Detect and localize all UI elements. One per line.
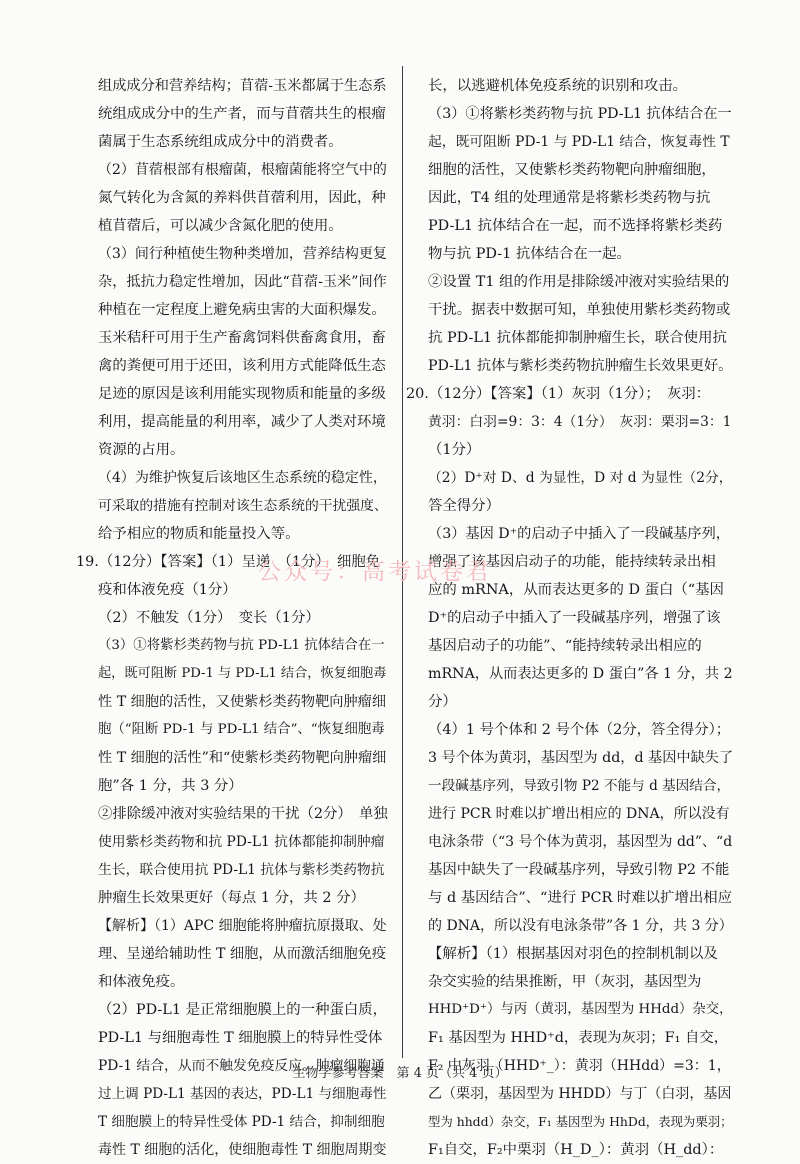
text-line: 杂，抵抗力稳定性增加，因此“苜蓿-玉米”间作 <box>98 274 387 290</box>
text-line: 【解析】（1）根据基因对羽色的控制机制以及 <box>428 946 718 962</box>
text-line: 资源的占用。 <box>98 442 185 458</box>
text-line: 性 T 细胞的活性，又使紫杉类药物靶向肿瘤细 <box>98 694 387 710</box>
text-line: 型为 hhdd）杂交，F₁ 基因型为 HhDd，表现为栗羽； <box>428 1114 733 1129</box>
text-line: 3 号个体为黄羽，基因型为 dd，d 基因中缺失了 <box>428 750 734 766</box>
text-line: F₁ 基因型为 HHD⁺d，表现为灰羽；F₁ 自交， <box>428 1030 729 1046</box>
watermark-text: 公众号：高考试卷君 <box>258 559 492 585</box>
text-line: ②排除缓冲液对实验结果的干扰（2分） 单独 <box>98 806 388 822</box>
text-line: 与 d 基因结合”、“进行 PCR 时难以扩增出相应 <box>428 890 733 906</box>
text-line: （2）苜蓿根部有根瘤菌，根瘤菌能将空气中的 <box>98 162 387 178</box>
text-line: 起，既可阻断 PD-1 与 PD-L1 结合，恢复毒性 T <box>428 134 730 150</box>
text-line: 和体液免疫。 <box>98 974 185 990</box>
text-line: 给予相应的物质和能量投入等。 <box>98 526 300 542</box>
text-line: 细胞的活性，又使紫杉类药物靶向肿瘤细胞， <box>428 162 716 178</box>
text-line: 进行 PCR 时难以扩增出相应的 DNA，所以没有 <box>428 806 730 822</box>
text-line: PD-L1 抗体与紫杉类药物抗肿瘤生长效果更好。 <box>428 358 733 374</box>
text-line: PD-1 结合，从而不触发免疫反应。肿瘤细胞通 <box>98 1058 385 1074</box>
text-line: 19.（12分）【答案】（1）呈递 （1分） 细胞免 <box>76 554 381 570</box>
text-line: （1分） <box>428 442 481 458</box>
text-line: 电泳条带（“3 号个体为黄羽，基因型为 dd”、“d <box>428 834 733 850</box>
text-line: 过上调 PD-L1 基因的表达，PD-L1 与细胞毒性 <box>98 1086 387 1102</box>
text-line: 分） <box>428 694 457 710</box>
text-line: 使用紫杉类药物和抗 PD-L1 抗体都能抑制肿瘤 <box>98 834 385 850</box>
page-footer: 生物学参考答案 第 4 页（共 4 页） <box>292 1066 508 1081</box>
text-line: （4）为维护恢复后该地区生态系统的稳定性， <box>98 470 387 486</box>
text-line: 生长，联合使用抗 PD-L1 抗体与紫杉类药物抗 <box>98 862 385 878</box>
text-line: 杂交实验的结果推断，甲（灰羽，基因型为 <box>428 974 702 990</box>
text-line: 可采取的措施有控制对该生态系统的干扰强度、 <box>98 498 388 514</box>
text-line: （4）1 号个体和 2 号个体（2分，答全得分）； <box>428 722 731 738</box>
text-line: 因此，T4 组的处理通常是将紫杉类药物与抗 <box>428 190 711 206</box>
text-line: 一段碱基序列，导致引物 P2 不能与 d 基因结合， <box>428 778 731 794</box>
text-line: 植苜蓿后，可以减少含氮化肥的使用。 <box>98 218 343 234</box>
text-line: F₁自交，F₂中栗羽（H_D_）：黄羽（H_dd）： <box>428 1142 724 1158</box>
text-line: 基因启动子的功能”、“能持续转录出相应的 <box>428 638 702 654</box>
text-line: 组成成分和营养结构；苜蓿-玉米都属于生态系 <box>98 78 387 94</box>
text-line: T 细胞膜上的特异性受体 PD-1 结合，抑制细胞 <box>98 1114 385 1130</box>
text-line: 抗 PD-L1 抗体都能抑制肿瘤生长，联合使用抗 <box>428 330 727 346</box>
text-line: 理、呈递给辅助性 T 细胞，从而激活细胞免疫 <box>98 946 387 962</box>
text-line: 毒性 T 细胞的活化，使细胞毒性 T 细胞周期变 <box>98 1142 387 1158</box>
text-line: 起，既可阻断 PD-1 与 PD-L1 结合，恢复细胞毒 <box>98 666 387 681</box>
text-line: 【解析】（1）APC 细胞能将肿瘤抗原摄取、处 <box>98 918 387 934</box>
text-line: 答全得分） <box>428 498 500 514</box>
text-line: HHD⁺D⁺）与丙（黄羽，基因型为 HHdd）杂交， <box>428 1002 733 1017</box>
left-column <box>76 72 388 1164</box>
text-line: 长，以逃避机体免疫系统的识别和攻击。 <box>428 78 688 94</box>
text-line: 胞（“阻断 PD-1 与 PD-L1 结合”、“恢复细胞毒 <box>98 722 385 737</box>
text-line: 增强了该基因启动子的功能，能持续转录出相 <box>428 554 716 570</box>
text-line: PD-L1 抗体结合在一起，而不选择将紫杉类药 <box>428 218 723 234</box>
text-line: 物与抗 PD-1 抗体结合在一起。 <box>428 246 631 262</box>
text-line: （2）不触发（1分） 变长（1分） <box>98 610 320 626</box>
text-line: 20.（12分）【答案】（1）灰羽（1分）； 灰羽： <box>406 386 711 402</box>
text-line: 玉米秸秆可用于生产畜禽饲料供畜禽食用，畜 <box>98 330 386 346</box>
text-line: 肿瘤生长效果更好（每点 1 分，共 2 分） <box>98 890 365 906</box>
text-line: （2）PD-L1 是正常细胞膜上的一种蛋白质， <box>98 1002 388 1018</box>
text-line: ②设置 T1 组的作用是排除缓冲液对实验结果的 <box>428 274 730 290</box>
text-line: 疫和体液免疫（1分） <box>98 582 237 598</box>
text-line: 菌属于生态系统组成成分中的消费者。 <box>98 134 343 150</box>
text-line: 统组成成分中的生产者，而与苜蓿共生的根瘤 <box>98 106 386 122</box>
text-line: 胞”各 1 分，共 3 分） <box>98 778 243 794</box>
text-line: 种植在一定程度上避免病虫害的大面积爆发。 <box>98 302 386 318</box>
text-line: （3）基因 D⁺的启动子中插入了一段碱基序列， <box>428 526 730 542</box>
text-line: PD-L1 与细胞毒性 T 细胞膜上的特异性受体 <box>98 1030 383 1046</box>
text-line: （3）①将紫杉类药物与抗 PD-L1 抗体结合在一 <box>98 638 385 653</box>
text-line: 性 T 细胞的活性”和“使紫杉类药物靶向肿瘤细 <box>98 750 387 766</box>
text-line: 基因中缺失了一段碱基序列，导致引物 P2 不能 <box>428 862 730 878</box>
text-line: 禽的粪便可用于还田，该利用方式能降低生态 <box>98 358 386 374</box>
text-line: 利用，提高能量的利用率，减少了人类对环境 <box>98 414 386 430</box>
text-line: 乙（栗羽，基因型为 HHDD）与丁（白羽，基因 <box>428 1086 732 1102</box>
text-line: mRNA，从而表达更多的 D 蛋白”各 1 分，共 2 <box>428 666 733 682</box>
text-line: 氮气转化为含氮的养料供苜蓿利用，因此，种 <box>98 190 386 206</box>
text-line: 应的 mRNA，从而表达更多的 D 蛋白（“基因 <box>428 582 724 598</box>
text-line: （3）间行种植使生物种类增加，营养结构更复 <box>98 246 387 262</box>
text-line: 的 DNA，所以没有电泳条带”各 1 分，共 3 分） <box>428 918 733 934</box>
text-line: 干扰。据表中数据可知，单独使用紫杉类药物或 <box>428 302 731 318</box>
text-line: D⁺的启动子中插入了一段碱基序列，增强了该 <box>428 610 721 626</box>
text-line: 黄羽：白羽=9：3：4（1分） 灰羽：栗羽=3：1 <box>428 414 732 430</box>
text-line: 足迹的原因是该利用能实现物质和能量的多级 <box>98 386 386 402</box>
right-column <box>406 72 734 1164</box>
text-line: （2）D⁺对 D、d 为显性，D 对 d 为显性（2分， <box>428 470 733 486</box>
text-line: F₂ 中灰羽（HHD⁺_）：黄羽（HHdd）=3：1， <box>428 1058 731 1074</box>
text-line: （3）①将紫杉类药物与抗 PD-L1 抗体结合在一 <box>428 106 732 122</box>
